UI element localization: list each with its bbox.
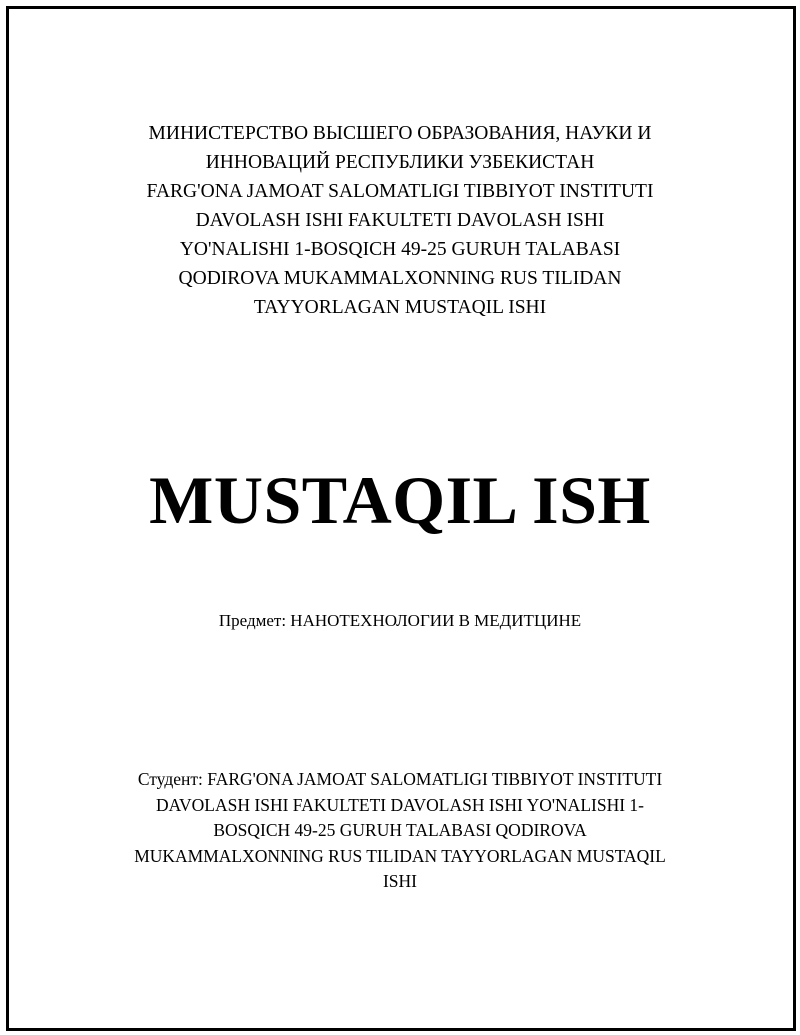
header-line: TAYYORLAGAN MUSTAQIL ISHI xyxy=(253,297,547,318)
header-line: FARG'ONA JAMOAT SALOMATLIGI TIBBIYOT INSTITUTI xyxy=(146,181,654,202)
document-title: MUSTAQIL ISH xyxy=(149,462,651,538)
student-line: Студент: FARG'ONA JAMOAT SALOMATLIGI TIBBIYOT INSTITUTI xyxy=(137,769,663,789)
student-line: MUKAMMALXONNING RUS TILIDAN TAYYORLAGAN MUSTAQIL xyxy=(134,845,666,866)
header-line: QODIROVA MUKAMMALXONNING RUS TILIDAN xyxy=(178,268,622,289)
institution-header xyxy=(0,119,800,322)
header-line: ИННОВАЦИЙ РЕСПУБЛИКИ УЗБЕКИСТАН xyxy=(205,152,595,173)
student-line: ISHI xyxy=(382,871,418,891)
header-line: DAVOLASH ISHI FAKULTETI DAVOLASH ISHI xyxy=(195,210,605,231)
header-line: МИНИСТЕРСТВО ВЫСШЕГО ОБРАЗОВАНИЯ, НАУКИ И xyxy=(148,123,652,144)
student-info xyxy=(0,767,800,895)
header-line: YO'NALISHI 1-BOSQICH 49-25 GURUH TALABASI xyxy=(179,239,621,260)
student-line: BOSQICH 49-25 GURUH TALABASI QODIROVA xyxy=(213,820,587,840)
student-line: DAVOLASH ISHI FAKULTETI DAVOLASH ISHI YO'NALISHI 1- xyxy=(156,794,644,815)
subject-line: Предмет: НАНОТЕХНОЛОГИИ В МЕДИТЦИНЕ xyxy=(218,611,582,630)
